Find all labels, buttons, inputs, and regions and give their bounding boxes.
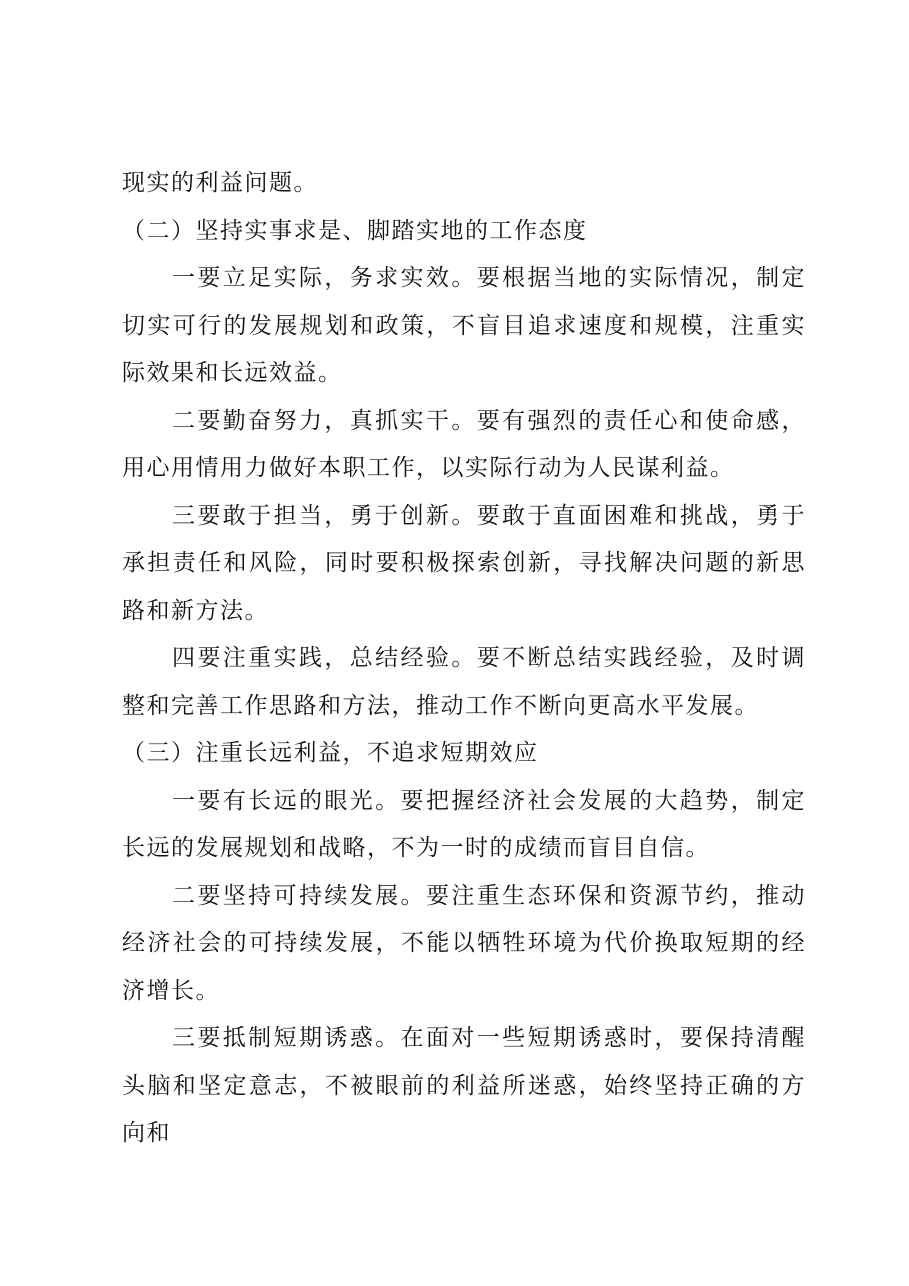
paragraph-continuation: 现实的利益问题。 [122,170,318,196]
paragraph: 二要勤奋努力，真抓实干。要有强烈的责任心和使命感，用心用情用力做好本职工作，以实际行动为人民谋利益。 [122,407,806,481]
paragraph: 一要有长远的眼光。要把握经济社会发展的大趋势，制定长远的发展规划和战略，不为一时的成绩而盲目自信。 [122,787,806,861]
paragraph: 二要坚持可持续发展。要注重生态环保和资源节约，推动经济社会的可持续发展，不能以牺牲环境为代价换取短期的经济增长。 [122,882,806,1004]
section-heading-2: （二）坚持实事求是、脚踏实地的工作态度 [122,217,588,244]
document-body [122,160,806,1158]
paragraph: 三要敢于担当，勇于创新。要敢于直面困难和挑战，勇于承担责任和风险，同时要积极探索创新，寻找解决问题的新思路和新方法。 [122,502,806,624]
paragraph: 一要立足实际，务求实效。要根据当地的实际情况，制定切实可行的发展规划和政策，不盲目追求速度和规模，注重实际效果和长远效益。 [122,265,806,386]
paragraph: 三要抵制短期诱惑。在面对一些短期诱惑时，要保持清醒头脑和坚定意志，不被眼前的利益所迷惑，始终坚持正确的方向和 [122,1025,806,1146]
section-heading-3: （三）注重长远利益，不追求短期效应 [122,740,539,766]
paragraph: 四要注重实践，总结经验。要不断总结实践经验，及时调整和完善工作思路和方法，推动工作不断向更高水平发展。 [122,645,806,719]
